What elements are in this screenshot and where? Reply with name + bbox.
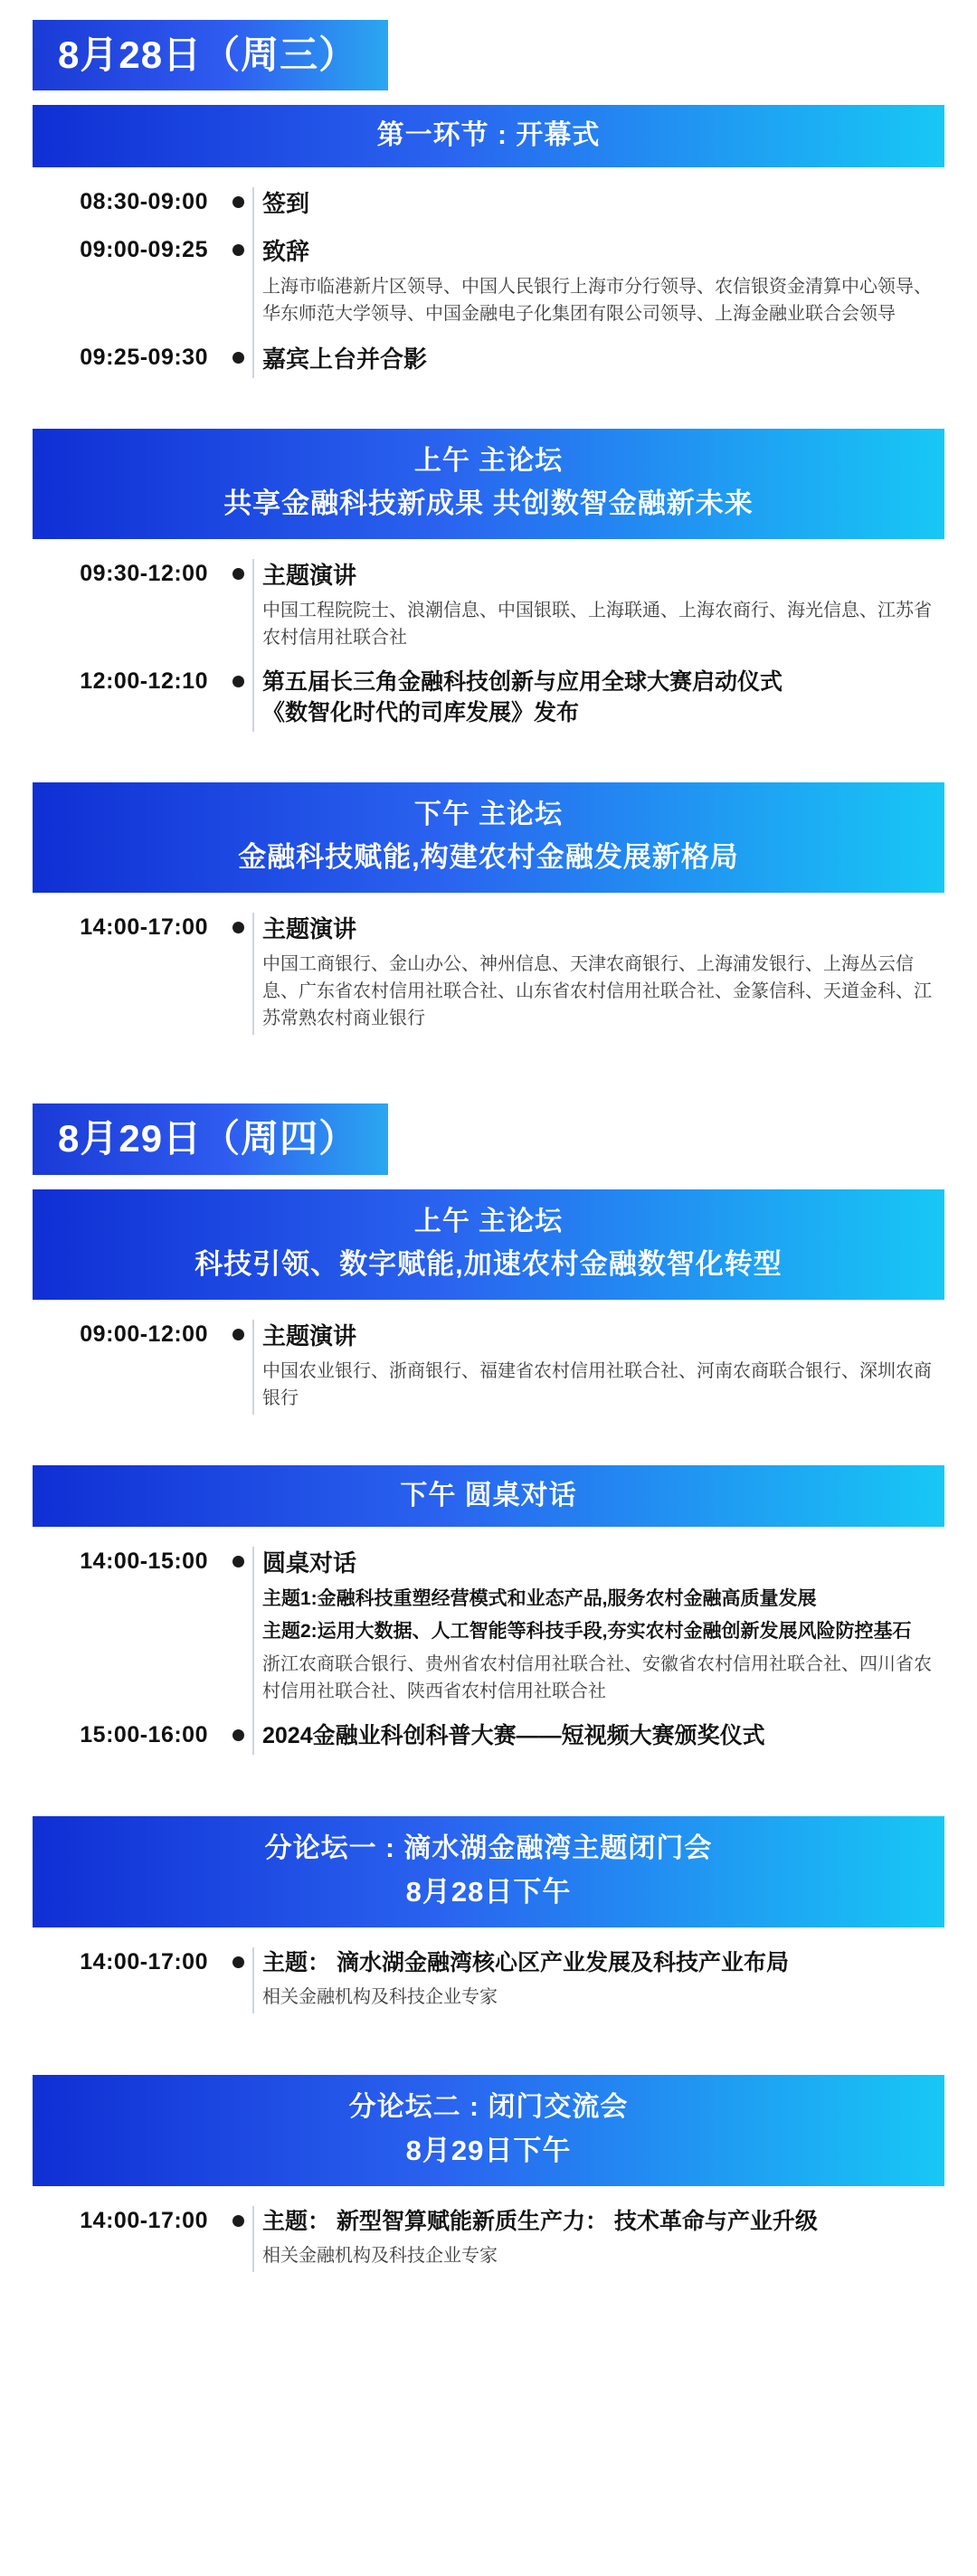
- agenda-content: [253, 914, 944, 1032]
- agenda-content: [253, 1721, 944, 1752]
- session-banner-subtitle: 科技引领、数字赋能,加速农村金融数智化转型: [194, 1248, 783, 1281]
- agenda-subtext: 中国工程院院士、浪潮信息、中国银联、上海联通、上海农商行、海光信息、江苏省农村信用社联合社: [262, 601, 932, 649]
- session-banner-subtitle: 8月28日下午: [405, 1875, 572, 1908]
- session-banner-title: 下午 主论坛: [413, 799, 564, 829]
- agenda-time: 09:25-09:30: [80, 344, 208, 370]
- agenda-time: 14:00-17:00: [80, 2207, 208, 2233]
- session-banner-title: 上午 主论坛: [413, 445, 564, 476]
- agenda-title: 主题： 滴水湖金融湾核心区产业发展及科技产业布局: [262, 1949, 789, 1975]
- agenda-row: [33, 1940, 944, 2020]
- agenda-row: [33, 659, 944, 737]
- timeline-subforum-2: [33, 2186, 944, 2287]
- timeline-dot-icon: [223, 1548, 253, 1567]
- agenda-row: [33, 1539, 944, 1713]
- agenda-title: 主题演讲: [262, 915, 357, 943]
- timeline-dot-icon: [223, 2207, 253, 2227]
- timeline-day2-morning: [33, 1300, 944, 1429]
- agenda-row: [33, 336, 944, 384]
- timeline-afternoon-main: [33, 893, 944, 1049]
- agenda-content: [253, 344, 944, 375]
- agenda-content: [253, 1548, 944, 1705]
- agenda-title: 2024金融业科创科普大赛——短视频大赛颁奖仪式: [262, 1723, 765, 1749]
- timeline-dot-icon: [223, 188, 253, 208]
- agenda-title: 主题： 新型智算赋能新质生产力： 技术革命与产业升级: [262, 2208, 818, 2234]
- timeline-subforum-1: [33, 1927, 944, 2029]
- session-banner-title: 下午 圆桌对话: [400, 1480, 577, 1511]
- agenda-time: 14:00-17:00: [80, 1948, 208, 1975]
- session-banner-subforum-1: [33, 1816, 944, 1927]
- agenda-content: [253, 2207, 944, 2270]
- session-banner-subtitle: 金融科技赋能,构建农村金融发展新格局: [238, 841, 739, 874]
- timeline-dot-icon: [223, 560, 253, 580]
- agenda-time: 14:00-17:00: [80, 914, 208, 941]
- agenda-time: 12:00-12:10: [80, 668, 208, 695]
- agenda-row: [33, 1713, 944, 1760]
- agenda-time: 14:00-15:00: [80, 1548, 208, 1575]
- agenda-row: [33, 552, 944, 659]
- session-banner-subforum-2: [33, 2075, 944, 2185]
- session-banner-title: 第一环节 : 开幕式: [376, 120, 601, 151]
- agenda-row: [33, 2199, 944, 2278]
- session-banner-title: 分论坛二 : 闭门交流会: [348, 2092, 629, 2123]
- timeline-dot-icon: [223, 344, 253, 364]
- agenda-topic-1: 主题1:金融科技重塑经营模式和业态产品,服务农村金融高质量发展: [262, 1587, 817, 1609]
- session-banner-subtitle: 共享金融科技新成果 共创数智金融新未来: [223, 488, 754, 520]
- timeline-dot-icon: [223, 1948, 253, 1968]
- agenda-title: 主题演讲: [262, 1321, 357, 1350]
- agenda-topic-2: 主题2:运用大数据、人工智能等科技手段,夯实农村金融创新发展风险防控基石: [262, 1621, 912, 1642]
- session-banner-subtitle: 8月29日下午: [405, 2134, 572, 2166]
- timeline-dot-icon: [223, 1721, 253, 1741]
- agenda-time: 09:00-12:00: [80, 1321, 208, 1347]
- agenda-subtext: 相关金融机构及科技企业专家: [262, 1987, 498, 2008]
- agenda-title: 签到: [262, 189, 310, 217]
- agenda-title-secondary: 《数智化时代的司库发展》发布: [262, 700, 580, 726]
- session-banner-morning-main: [33, 429, 944, 539]
- timeline-dot-icon: [223, 914, 253, 933]
- agenda-content: [253, 1948, 944, 2012]
- agenda-row: [33, 228, 944, 336]
- agenda-title: 致辞: [262, 237, 310, 265]
- agenda-content: [253, 236, 944, 327]
- timeline-roundtable: [33, 1527, 944, 1769]
- timeline-morning-main: [33, 539, 944, 746]
- agenda-subtext: 中国工商银行、金山办公、神州信息、天津农商银行、上海浦发银行、上海丛云信息、广东省农村信用社联合社、山东省农村信用社联合社、金篆信科、天道金科、江苏常熟农村商业银行: [262, 954, 932, 1029]
- day-heading-1: 8月28日（周三）: [33, 20, 388, 90]
- agenda-content: [253, 1321, 944, 1412]
- agenda-time: 09:00-09:25: [80, 236, 208, 262]
- timeline-dot-icon: [223, 236, 253, 256]
- agenda-time: 09:30-12:00: [80, 561, 208, 587]
- agenda-title: 主题演讲: [262, 562, 357, 590]
- agenda-content: [253, 560, 944, 651]
- agenda-subtext: 中国农业银行、浙商银行、福建省农村信用社联合社、河南农商联合银行、深圳农商银行: [262, 1360, 932, 1408]
- agenda-row: [33, 1312, 944, 1420]
- agenda-time: 08:30-09:00: [80, 188, 208, 214]
- session-banner-title: 分论坛一 : 滴水湖金融湾主题闭门会: [264, 1833, 713, 1864]
- agenda-subtext: 浙江农商联合银行、贵州省农村信用社联合社、安徽省农村信用社联合社、四川省农村信用社联合社、陕西省农村信用社联合社: [262, 1654, 932, 1702]
- session-banner-roundtable: [33, 1465, 944, 1528]
- agenda-title: 第五届长三角金融科技创新与应用全球大赛启动仪式: [262, 669, 783, 696]
- agenda-subtext: 相关金融机构及科技企业专家: [262, 2246, 498, 2267]
- agenda-content: [253, 668, 944, 729]
- agenda-row: [33, 905, 944, 1040]
- agenda-subtext: 上海市临港新片区领导、中国人民银行上海市分行领导、农信银资金清算中心领导、华东师范大学领导、中国金融电子化集团有限公司领导、上海金融业联合会领导: [262, 276, 932, 324]
- timeline-dot-icon: [223, 1321, 253, 1340]
- session-banner-day2-morning: [33, 1189, 944, 1300]
- agenda-title: 嘉宾上台并合影: [262, 345, 428, 373]
- agenda-content: [253, 188, 944, 220]
- agenda-time: 15:00-16:00: [80, 1722, 208, 1748]
- session-banner-opening: [33, 105, 944, 167]
- session-banner-afternoon-main: [33, 782, 944, 893]
- timeline-opening: [33, 167, 944, 393]
- timeline-dot-icon: [223, 668, 253, 687]
- agenda-row: [33, 180, 944, 228]
- agenda-title: 圆桌对话: [262, 1549, 357, 1577]
- day-heading-2: 8月29日（周四）: [33, 1103, 388, 1174]
- session-banner-title: 上午 主论坛: [413, 1206, 564, 1236]
